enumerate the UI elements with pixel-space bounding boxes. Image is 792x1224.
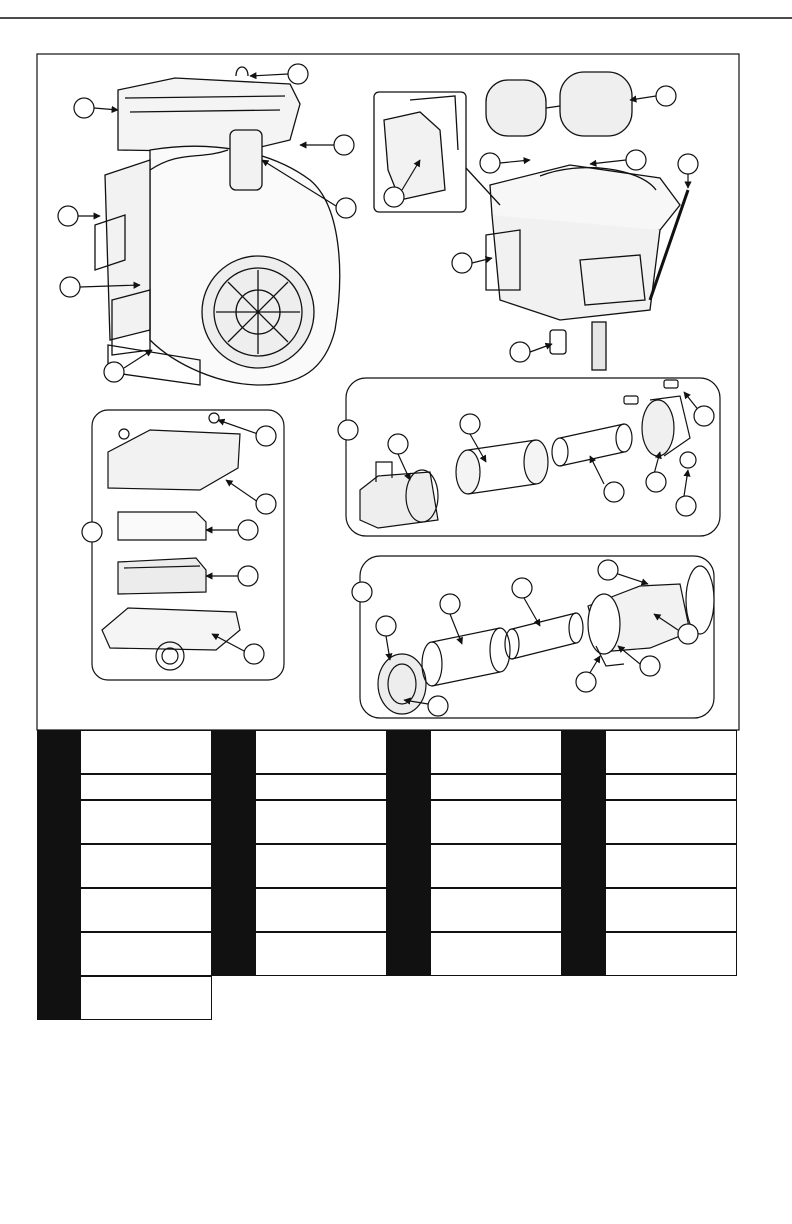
legend-desc bbox=[606, 932, 737, 976]
legend-key bbox=[562, 888, 606, 932]
legend-key bbox=[562, 800, 606, 844]
legend-desc bbox=[606, 730, 737, 774]
legend-desc bbox=[256, 932, 387, 976]
legend-key bbox=[562, 730, 606, 774]
panel-cyclonic-air-cleaner bbox=[360, 556, 714, 718]
legend-desc bbox=[256, 800, 387, 844]
legend-key bbox=[37, 844, 81, 888]
legend-key bbox=[212, 774, 256, 800]
panel-air-cleaner-left bbox=[92, 410, 284, 680]
legend-row bbox=[37, 932, 737, 976]
legend-desc bbox=[431, 774, 562, 800]
legend-row bbox=[37, 844, 737, 888]
legend-desc bbox=[606, 844, 737, 888]
legend-key bbox=[37, 730, 81, 774]
engine-side-view bbox=[374, 72, 688, 370]
legend-key bbox=[212, 844, 256, 888]
legend-desc bbox=[81, 800, 212, 844]
legend-key bbox=[387, 932, 431, 976]
legend-key bbox=[387, 844, 431, 888]
legend-key bbox=[37, 774, 81, 800]
legend-key bbox=[562, 774, 606, 800]
legend-desc bbox=[431, 888, 562, 932]
legend-desc bbox=[256, 844, 387, 888]
panel-heavy-duty-air-cleaner bbox=[346, 378, 720, 536]
legend-key bbox=[387, 730, 431, 774]
legend-desc bbox=[431, 844, 562, 888]
legend-desc bbox=[81, 976, 212, 1020]
legend-desc bbox=[256, 888, 387, 932]
legend-key bbox=[387, 800, 431, 844]
legend-key bbox=[212, 932, 256, 976]
legend-desc bbox=[81, 932, 212, 976]
legend-desc bbox=[431, 932, 562, 976]
legend-key bbox=[37, 800, 81, 844]
legend-key bbox=[387, 774, 431, 800]
legend-row bbox=[37, 976, 212, 1020]
legend-desc bbox=[606, 774, 737, 800]
legend-key bbox=[562, 932, 606, 976]
legend-desc bbox=[81, 844, 212, 888]
legend-desc bbox=[256, 774, 387, 800]
engine-front-view bbox=[95, 67, 340, 385]
legend-key bbox=[212, 730, 256, 774]
legend-key bbox=[37, 932, 81, 976]
legend-desc bbox=[81, 730, 212, 774]
legend-desc bbox=[431, 730, 562, 774]
legend-key bbox=[212, 888, 256, 932]
legend-row bbox=[37, 774, 737, 800]
legend-key bbox=[37, 976, 81, 1020]
legend-desc bbox=[606, 800, 737, 844]
legend-desc bbox=[431, 800, 562, 844]
legend-row bbox=[37, 888, 737, 932]
legend-desc bbox=[81, 774, 212, 800]
legend-key bbox=[37, 888, 81, 932]
legend-desc bbox=[81, 888, 212, 932]
legend-desc bbox=[256, 730, 387, 774]
legend-key bbox=[212, 800, 256, 844]
legend-desc bbox=[606, 888, 737, 932]
legend-key bbox=[562, 844, 606, 888]
legend-row bbox=[37, 730, 737, 774]
legend-row bbox=[37, 800, 737, 844]
legend-key bbox=[387, 888, 431, 932]
